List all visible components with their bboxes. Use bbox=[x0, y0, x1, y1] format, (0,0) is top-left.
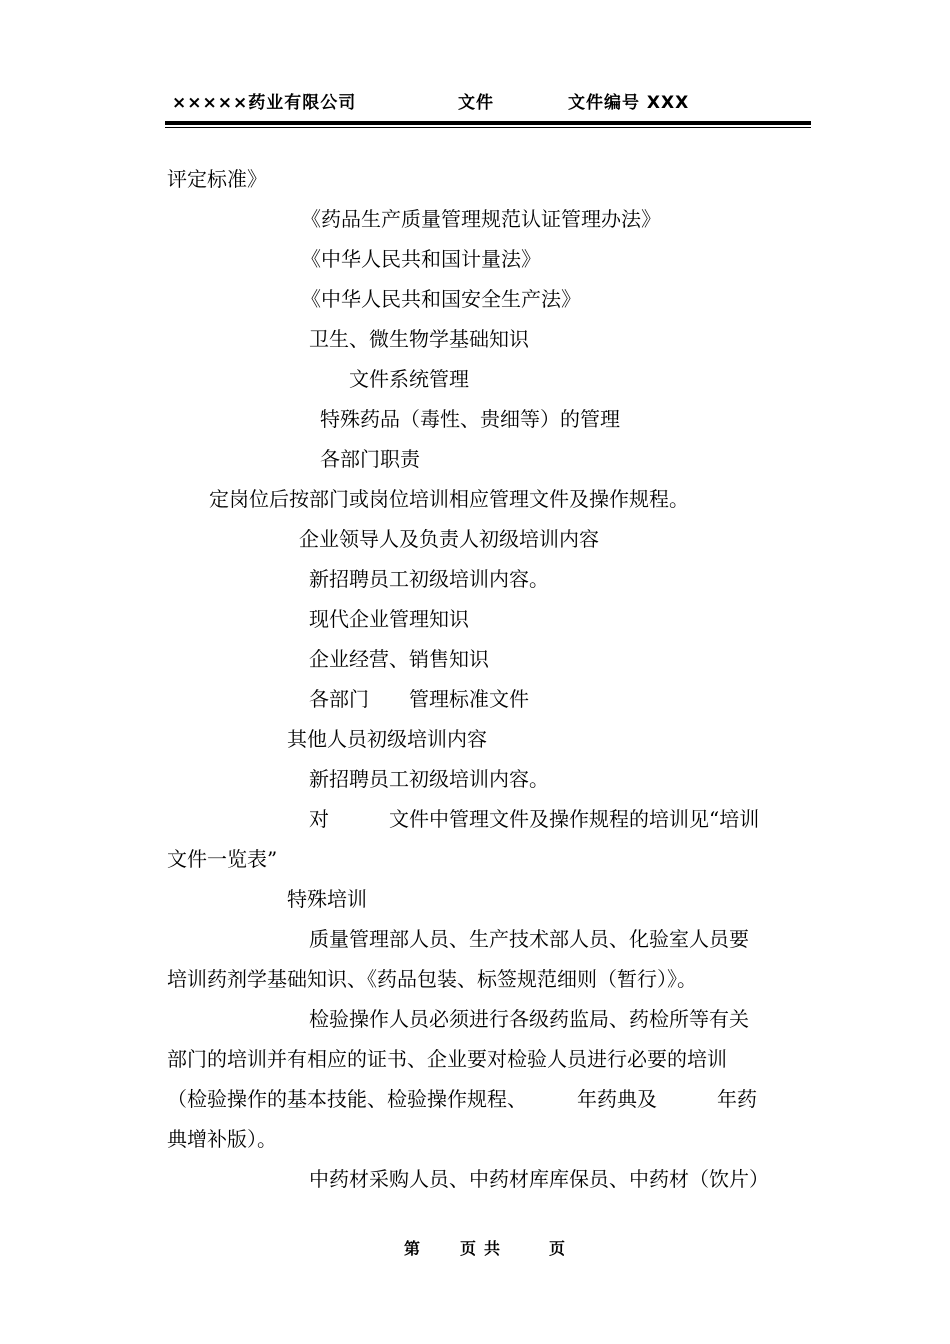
text-line: 评定标准》 bbox=[167, 167, 267, 191]
text-line: 特殊培训 bbox=[287, 887, 367, 911]
text-line: 各部门 管理标准文件 bbox=[309, 687, 529, 711]
text-line: 《中华人民共和国安全生产法》 bbox=[301, 287, 581, 311]
text-line: 中药材采购人员、中药材库库保员、中药材（饮片） bbox=[309, 1167, 769, 1191]
company-name: ×××××药业有限公司 bbox=[172, 93, 357, 113]
text-line: 现代企业管理知识 bbox=[309, 607, 469, 631]
text-line: 新招聘员工初级培训内容。 bbox=[309, 767, 549, 791]
text-line: 检验操作人员必须进行各级药监局、药检所等有关 bbox=[309, 1007, 749, 1031]
document-number: 文件编号 XXX bbox=[568, 93, 690, 113]
text-line: 文件系统管理 bbox=[349, 367, 469, 391]
text-line: 其他人员初级培训内容 bbox=[287, 727, 487, 751]
text-line: 文件一览表” bbox=[167, 847, 278, 871]
text-line: 各部门职责 bbox=[320, 447, 420, 471]
page-number-label: 第 bbox=[404, 1239, 421, 1258]
text-line: 对 文件中管理文件及操作规程的培训见“培训 bbox=[309, 807, 760, 831]
document-header bbox=[168, 88, 810, 114]
text-line: 部门的培训并有相应的证书、企业要对检验人员进行必要的培训 bbox=[167, 1047, 727, 1071]
text-line: 企业领导人及负责人初级培训内容 bbox=[299, 527, 599, 551]
text-line: 质量管理部人员、生产技术部人员、化验室人员要 bbox=[309, 927, 749, 951]
document-label: 文件 bbox=[458, 93, 494, 113]
page-unit-label: 页 bbox=[549, 1239, 566, 1258]
text-line: 培训药剂学基础知识、《药品包装、标签规范细则（暂行）》。 bbox=[167, 967, 697, 991]
header-rule-thin bbox=[165, 127, 811, 128]
text-line: 新招聘员工初级培训内容。 bbox=[309, 567, 549, 591]
text-line: 《药品生产质量管理规范认证管理办法》 bbox=[301, 207, 661, 231]
text-line: 定岗位后按部门或岗位培训相应管理文件及操作规程。 bbox=[209, 487, 689, 511]
text-line: 卫生、微生物学基础知识 bbox=[309, 327, 529, 351]
page-total-label: 页共 bbox=[460, 1239, 509, 1258]
text-line: （检验操作的基本技能、检验操作规程、 年药典及 年药 bbox=[167, 1087, 757, 1111]
header-rule-thick bbox=[165, 121, 811, 125]
text-line: 特殊药品（毒性、贵细等）的管理 bbox=[320, 407, 620, 431]
text-line: 《中华人民共和国计量法》 bbox=[301, 247, 541, 271]
text-line: 企业经营、销售知识 bbox=[309, 647, 489, 671]
text-line: 典增补版）。 bbox=[167, 1127, 277, 1151]
